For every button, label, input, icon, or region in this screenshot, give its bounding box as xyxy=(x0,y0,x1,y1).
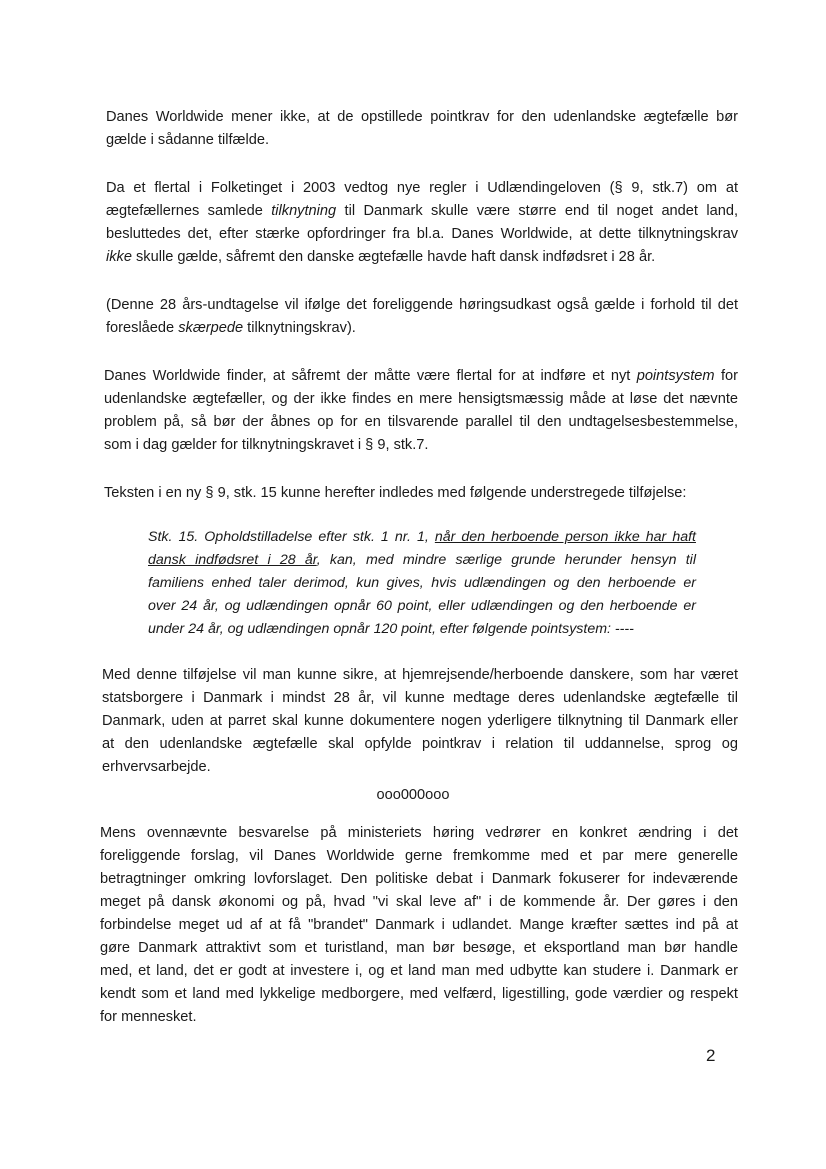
emphasis: pointsystem xyxy=(636,368,715,384)
text-line: Danes Worldwide mener ikke, at de opstillede pointkrav for den udenlandske ægtefælle bør xyxy=(106,109,738,125)
text-line: forbindelse meget ud af at få "brandet" Danmark i udlandet. Mange kræfter sættes ind på at xyxy=(100,917,738,933)
text-line: familiens enhed taler derimod, kun gives, hvis udlændingen og den herboende er xyxy=(148,575,696,591)
text-line: meget på dansk økonomi og på, hvad "vi skal leve af" i de kommende år. Der gøres i den xyxy=(100,894,738,910)
text-line: Da et flertal i Folketinget i 2003 vedtog nye regler i Udlændingeloven (§ 9, stk.7) om at xyxy=(106,180,738,196)
text-line: for mennesket. xyxy=(100,1009,197,1025)
legal-quote xyxy=(148,526,696,641)
text-line: som i dag gælder for tilknytningskravet i § 9, stk.7. xyxy=(104,437,429,453)
text-line: at den udenlandske ægtefælle skal opfylde pointkrav i relation til uddannelse, sprog og xyxy=(102,736,738,752)
text-line: problem på, så bør der åbnes op for en tilsvarende parallel til den undtagelsesbestemmelse, xyxy=(104,414,738,430)
text-line: under 24 år, og udlændingen opnår 120 point, efter følgende pointsystem: ---- xyxy=(148,621,634,637)
text-line: Stk. 15. Opholdstilladelse efter stk. 1 nr. 1, når den herboende person ikke har haft xyxy=(148,529,696,545)
text-line: Danes Worldwide finder, at såfremt der måtte være flertal for at indføre et nyt pointsystem for xyxy=(104,368,738,384)
paragraph-3 xyxy=(106,294,738,340)
page-number: 2 xyxy=(706,1046,716,1065)
text-line: betragtninger omkring lovforslaget. Den politiske debat i Danmark fokuserer for indeværende xyxy=(100,871,738,887)
emphasis: ikke xyxy=(106,249,132,265)
underlined-addition: dansk indfødsret i 28 år xyxy=(148,552,317,568)
text-line: foreslåede skærpede tilknytningskrav). xyxy=(106,320,356,336)
paragraph-2 xyxy=(106,177,738,269)
text-line: ægtefællernes samlede tilknytning til Danmark skulle være større end til noget andet land, xyxy=(106,203,738,219)
paragraph-4 xyxy=(104,365,738,457)
text-line: Med denne tilføjelse vil man kunne sikre, at hjemrejsende/herboende danskere, som har været xyxy=(102,667,738,683)
text-line: over 24 år, og udlændingen opnår 60 point, eller udlændingen og den herboende er xyxy=(148,598,696,614)
paragraph-5 xyxy=(104,482,738,505)
underlined-addition: når den herboende person ikke har haft xyxy=(434,529,696,545)
text-line: gælde i sådanne tilfælde. xyxy=(106,132,270,148)
paragraph-1 xyxy=(106,106,738,152)
paragraph-7 xyxy=(100,822,738,1029)
paragraph-6 xyxy=(102,664,738,779)
text-line: Teksten i en ny § 9, stk. 15 kunne herefter indledes med følgende understregede tilføjelse: xyxy=(104,485,687,501)
emphasis: tilknytning xyxy=(271,203,337,219)
text-line: ikke skulle gælde, såfremt den danske ægtefælle havde haft dansk indfødsret i 28 år. xyxy=(106,249,656,265)
text-line: Danmark, uden at parret skal kunne dokumentere nogen yderligere tilknytning til Danmark eller xyxy=(102,713,738,729)
text-line: gøre Danmark attraktivt som et turistland, man bør besøge, et eksportland man bør handle xyxy=(100,940,738,956)
text-line: foreliggende forslag, vil Danes Worldwide gerne fremkomme med et par mere generelle xyxy=(100,848,738,864)
text-line: dansk indfødsret i 28 år, kan, med mindre særlige grunde herunder hensyn til xyxy=(148,552,696,568)
text-line: (Denne 28 års-undtagelse vil ifølge det foreliggende høringsudkast også gælde i forhold til det xyxy=(106,297,738,313)
emphasis: skærpede xyxy=(178,320,244,336)
text-line: udenlandske ægtefæller, og der ikke findes en mere hensigtsmæssig måde at løse det nævnte xyxy=(104,391,738,407)
section-divider: ooo000ooo xyxy=(376,787,450,803)
text-line: statsborgere i Danmark i mindst 28 år, vil kunne medtage deres udenlandske ægtefælle til xyxy=(102,690,738,706)
text-line: erhvervsarbejde. xyxy=(102,759,211,775)
text-line: kendt som et land med lykkelige medborgere, med velfærd, ligestilling, gode værdier og respekt xyxy=(100,986,738,1002)
text-line: Mens ovennævnte besvarelse på ministeriets høring vedrører en konkret ændring i det xyxy=(100,825,738,841)
text-line: besluttedes det, efter stærke opfordringer fra bl.a. Danes Worldwide, at dette tilknytningskrav xyxy=(106,226,738,242)
text-line: med, et land, det er godt at investere i, og et land man med udbytte kan studere i. Danmark er xyxy=(100,963,738,979)
